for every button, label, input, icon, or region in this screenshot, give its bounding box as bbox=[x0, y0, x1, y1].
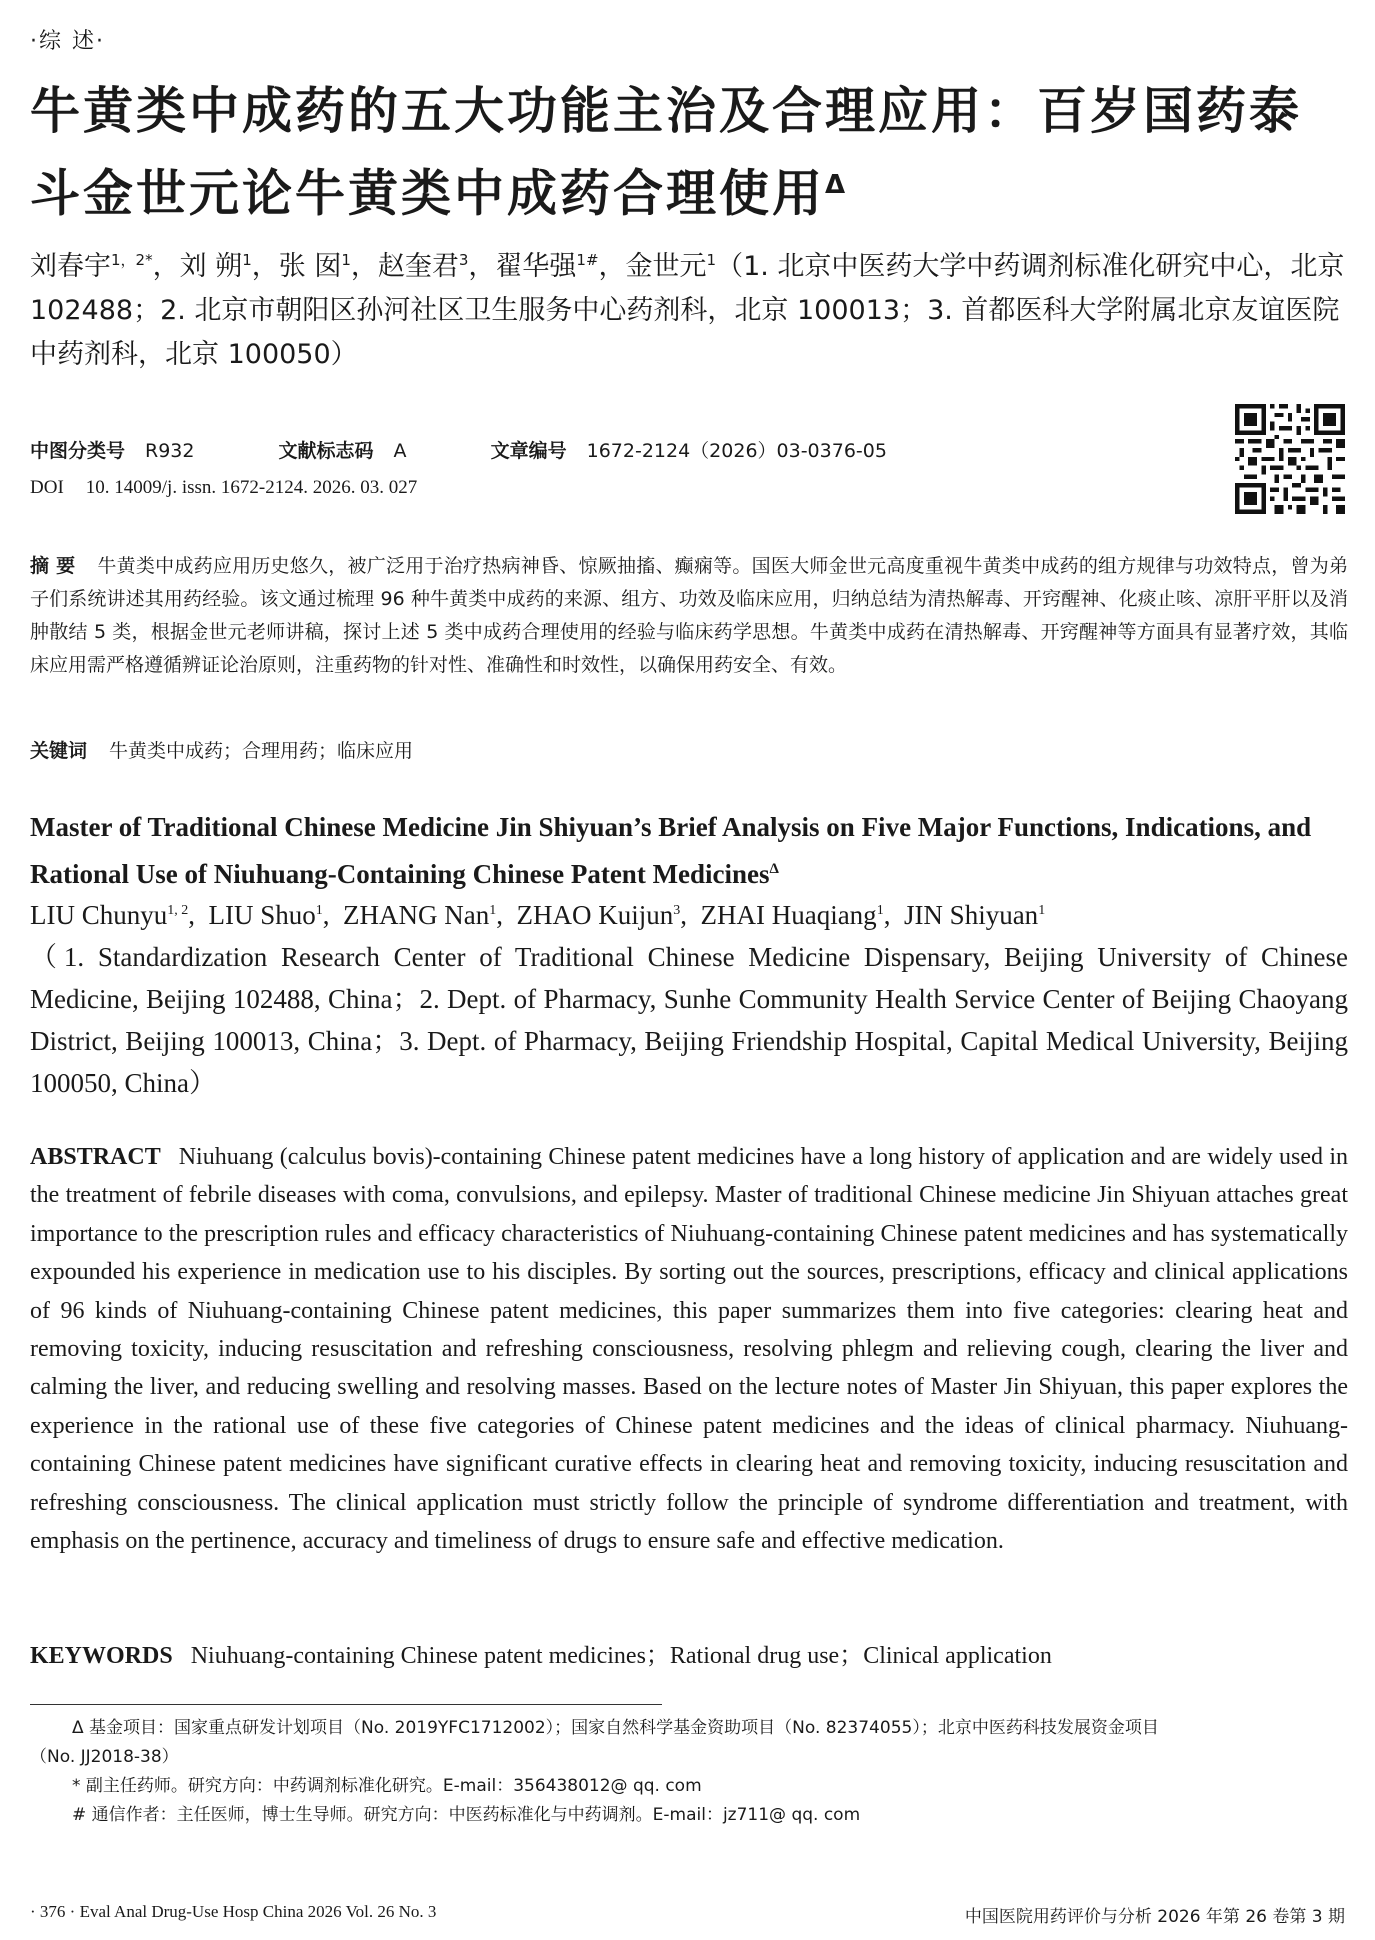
cn-title-fund-mark: Δ bbox=[825, 170, 849, 200]
en-author: ZHAO Kuijun bbox=[516, 900, 674, 930]
footnote-corresponding: # 通信作者：主任医师，博士生导师。研究方向：中医药标准化与中药调剂。E-mail：jz711@ qq. com bbox=[72, 1805, 861, 1825]
article-no-label: 文章编号 bbox=[490, 440, 567, 462]
en-title bbox=[30, 806, 1348, 895]
en-author-sup: 1, 2 bbox=[167, 903, 189, 918]
doc-code-value: A bbox=[393, 440, 407, 462]
footnote-first-author: * 副主任药师。研究方向：中药调剂标准化研究。E-mail：356438012@ qq. com bbox=[72, 1776, 702, 1796]
running-footer-left: · 376 · Eval Anal Drug-Use Hosp China 2026 Vol. 26 No. 3 bbox=[30, 1902, 437, 1921]
cn-authors: 刘春宇$^{1,2*}$，刘 朔$^1$，张 囡$^1$，赵奎君$^3$，翟华强$^{1\#}$，金世元$^1$（1. 北京中医药大学中药调剂标准化研究中心，北京 102488；2. 北京市朝阳区孙河社区卫生服务中心药剂科，北京 100013；3. 首都医科大学附属北京友谊医院中药剂科，北京 100050） bbox=[30, 251, 1345, 370]
footnote-divider bbox=[30, 1704, 662, 1705]
cn-abstract-label: 摘 要 bbox=[30, 555, 76, 577]
cn-author-sup: 3 bbox=[458, 251, 469, 269]
cn-author: 赵奎君 bbox=[377, 251, 459, 282]
en-author-sup: 3 bbox=[673, 903, 681, 918]
article-no-value: 1672-2124（2026）03-0376-05 bbox=[586, 440, 887, 462]
doi-label: DOI bbox=[30, 477, 64, 498]
cn-title-text: 牛黄类中成药的五大功能主治及合理应用：百岁国药泰斗金世元论牛黄类中成药合理使用 bbox=[30, 82, 1302, 223]
en-author: LIU Chunyu bbox=[30, 900, 168, 930]
en-abstract-label: ABSTRACT bbox=[30, 1144, 161, 1170]
footnote-fund: Δ 基金项目：国家重点研发计划项目（No. 2019YFC1712002）；国家自然科学基金资助项目（No. 82374055）；北京中医药科技发展资金项目 bbox=[72, 1718, 1159, 1738]
en-authors: LIU Chunyu$^{1, 2}$, LIU Shuo$^1$, ZHANG Nan$^1$, ZHAO Kuijun$^3$, ZHAI Huaqiang$^1$, JIN Shiyuan$^1$ （1. Standardization Research Center of Traditional Chinese Medicine Dispensary, Beijing University of Chinese Medicine, Beijing 102488, China；2. Dept. of Pharmacy, Sunhe Community Health Service Center of Beijing Chaoyang District, Beijing 100013, China；3. Dept. of Pharmacy, Beijing Friendship Hospital, Capital Medical University, Beijing 100050, China） bbox=[30, 900, 1348, 1098]
cn-author-sup: 1 bbox=[242, 251, 252, 269]
cn-author-sup: 1，2* bbox=[111, 251, 153, 269]
en-author-sup: 1 bbox=[489, 903, 497, 918]
cn-author: 刘春宇 bbox=[30, 251, 111, 282]
clc-value: R932 bbox=[145, 440, 195, 462]
en-keywords-text: Niuhuang-containing Chinese patent medicines；Rational drug use；Clinical application bbox=[190, 1643, 1052, 1669]
en-author: ZHANG Nan bbox=[343, 900, 490, 930]
doc-code-label: 文献标志码 bbox=[278, 440, 374, 462]
running-footer-right: 中国医院用药评价与分析 2026 年第 26 卷第 3 期 bbox=[964, 1907, 1345, 1927]
footnotes bbox=[30, 1714, 1348, 1830]
en-title-text: Master of Traditional Chinese Medicine Jin Shiyuan’s Brief Analysis on Five Major Functions, Indications, and Rational Use of Niuhuang-Containing Chinese Patent Medicines bbox=[30, 812, 1312, 889]
cn-author-sup: 1# bbox=[576, 251, 599, 269]
cn-title bbox=[30, 74, 1350, 231]
en-title-fund-mark: Δ bbox=[769, 861, 779, 877]
cn-keywords bbox=[30, 736, 413, 763]
cn-author: 金世元 bbox=[625, 251, 707, 282]
en-author: JIN Shiyuan bbox=[903, 900, 1039, 930]
clc-label: 中图分类号 bbox=[30, 440, 126, 462]
en-author: LIU Shuo bbox=[208, 900, 316, 930]
en-author-sup: 1 bbox=[1038, 903, 1046, 918]
en-abstract bbox=[30, 1138, 1348, 1560]
footnote-fund-cont: （No. JJ2018-38） bbox=[30, 1747, 179, 1767]
cn-author: 张 囡 bbox=[278, 251, 342, 282]
en-author-sup: 1 bbox=[315, 903, 323, 918]
article-meta-row bbox=[30, 436, 965, 463]
en-keywords bbox=[30, 1635, 1052, 1670]
cn-keywords-label: 关键词 bbox=[30, 740, 88, 762]
cn-author-sup: 1 bbox=[341, 251, 351, 269]
cn-keywords-text: 牛黄类中成药；合理用药；临床应用 bbox=[109, 740, 414, 762]
cn-abstract-text: 牛黄类中成药应用历史悠久，被广泛用于治疗热病神昏、惊厥抽搐、癫痫等。国医大师金世元高度重视牛黄类中成药的组方规律与功效特点，曾为弟子们系统讲述其用药经验。该文通过梳理 96 种牛黄类中成药的来源、组方、功效及临床应用，归纳总结为清热解毒、开窍醒神、化痰止咳、凉肝平肝以及消肿散结 5 类，根据金世元老师讲稿，探讨上述 5 类中成药合理使用的经验与临床药学思想。牛黄类中成药在清热解毒、开窍醒神等方面具有显著疗效，其临床应用需严格遵循辨证论治原则，注重药物的针对性、准确性和时效性，以确保用药安全、有效。 bbox=[30, 555, 1348, 676]
cn-author: 刘 朔 bbox=[179, 251, 243, 282]
en-affiliations: （1. Standardization Research Center of Traditional Chinese Medicine Dispensary, Beijing University of Chinese Medicine, Beijing 102488, China；2. Dept. of Pharmacy, Sunhe Community Health Service Center of Beijing Chaoyang District, Beijing 100013, China；3. Dept. of Pharmacy, Beijing Friendship Hospital, Capital Medical University, Beijing 100050, China） bbox=[30, 942, 1348, 1098]
cn-abstract bbox=[30, 550, 1348, 682]
en-abstract-text: Niuhuang (calculus bovis)-containing Chinese patent medicines have a long history of application and are widely used in the treatment of febrile diseases with coma, convulsions, and epilepsy. Master of traditional Chinese medicine Jin Shiyuan attaches great importance to the prescription rules and efficacy characteristics of Niuhuang-containing Chinese patent medicines and has systematically expounded his experience in medication use to his disciples. By sorting out the sources, prescriptions, efficacy and clinical applications of 96 kinds of Niuhuang-containing Chinese patent medicines, this paper summarizes them into five categories: clearing heat and removing toxicity, inducing resuscitation and refreshing consciousness, resolving phlegm and relieving cough, clearing the liver and calming the liver, and reducing swelling and resolving masses. Based on the lecture notes of Master Jin Shiyuan, this paper explores the experience in the rational use of these five categories of Chinese patent medicines and the ideas of clinical pharmacy. Niuhuang-containing Chinese patent medicines have significant curative effects in clearing heat and removing toxicity, inducing resuscitation and refreshing consciousness. The clinical application must strictly follow the principle of syndrome differentiation and treatment, with emphasis on the pertinence, accuracy and timeliness of drugs to ensure safe and effective medication. bbox=[30, 1144, 1348, 1555]
doi-row bbox=[30, 477, 417, 499]
qr-code-icon[interactable] bbox=[1235, 404, 1345, 514]
en-author-sup: 1 bbox=[876, 903, 884, 918]
cn-author: 翟华强 bbox=[495, 251, 577, 282]
section-tag: ·综 述· bbox=[30, 29, 105, 54]
en-author: ZHAI Huaqiang bbox=[700, 900, 877, 930]
cn-author-sup: 1 bbox=[706, 251, 717, 269]
doi-value: 10. 14009/j. issn. 1672-2124. 2026. 03. 027 bbox=[85, 477, 418, 498]
en-keywords-label: KEYWORDS bbox=[30, 1643, 173, 1669]
cn-affiliations: （1. 北京中医药大学中药调剂标准化研究中心，北京 102488；2. 北京市朝阳区孙河社区卫生服务中心药剂科，北京 100013；3. 首都医科大学附属北京友谊医院中药剂科，北京 100050） bbox=[30, 251, 1345, 370]
